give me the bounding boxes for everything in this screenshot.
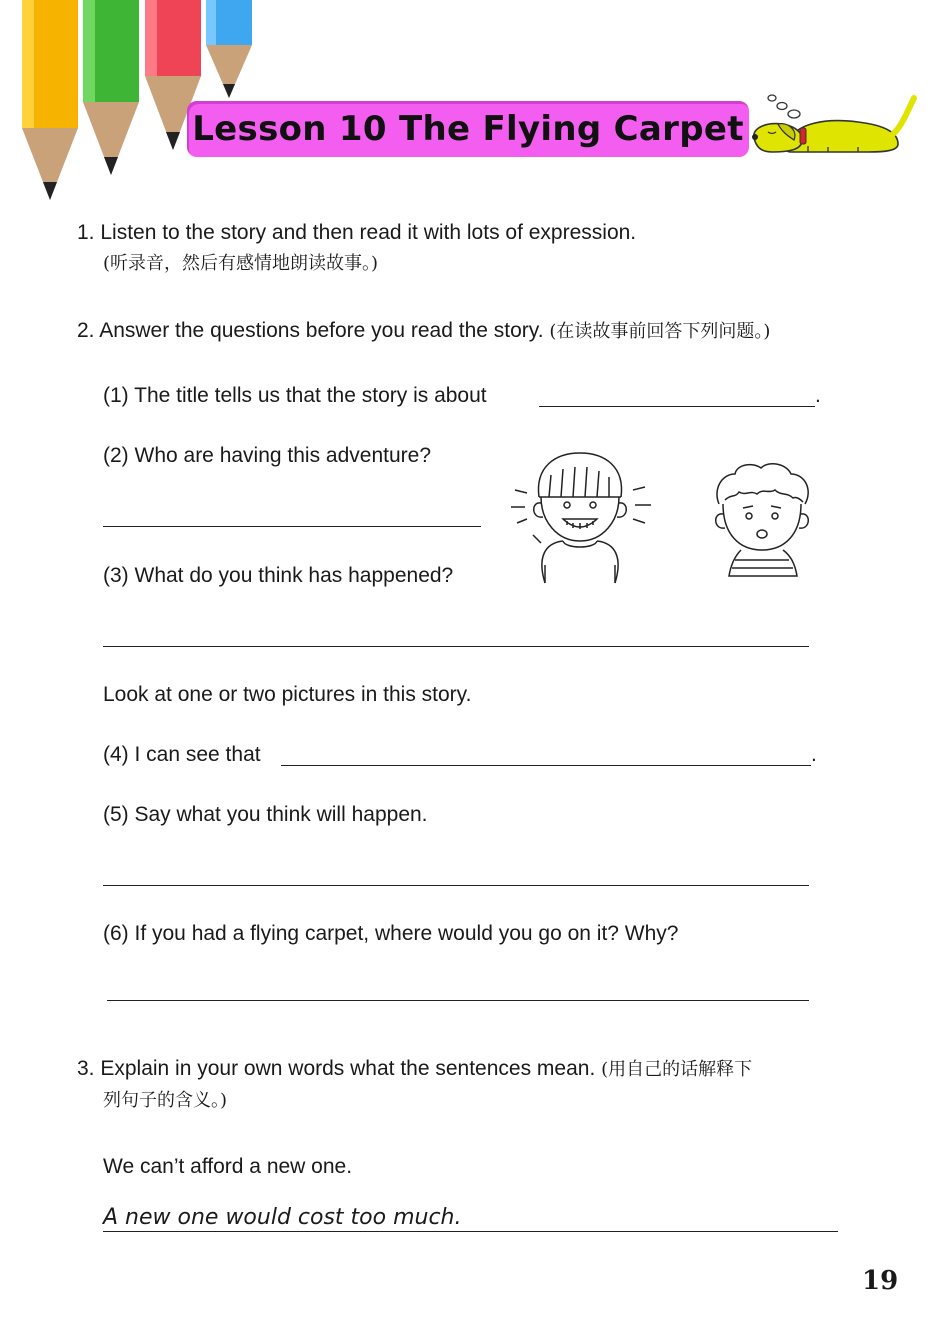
prompt-2: (2) Who are having this adventure?: [103, 444, 432, 467]
green-pencil-icon: [83, 0, 139, 175]
answer-line-4[interactable]: [281, 765, 811, 766]
answer-line-3[interactable]: [103, 646, 809, 647]
girl-illustration: [505, 445, 655, 585]
look-instruction: Look at one or two pictures in this story.: [103, 683, 472, 706]
prompt-1-period: .: [815, 384, 821, 407]
sleeping-dog-icon: [748, 92, 918, 157]
example-sentence: We can’t afford a new one.: [103, 1155, 353, 1178]
question-3-line: [77, 1056, 752, 1083]
title-banner: [187, 101, 749, 157]
prompt-4: (4) I can see that: [103, 743, 261, 766]
prompt-6: (6) If you had a flying carpet, where would you go on it? Why?: [103, 922, 679, 945]
page-number: 19: [862, 1266, 899, 1296]
question-2-line: [77, 318, 770, 345]
blue-pencil-icon: [206, 0, 252, 98]
question-2-chinese: (在读故事前回答下列问题。): [549, 321, 771, 342]
answer-line-7: [103, 1231, 838, 1232]
question-3-text: 3. Explain in your own words what the sentences mean.: [77, 1057, 596, 1080]
answer-line-6[interactable]: [107, 1000, 809, 1001]
prompt-3: (3) What do you think has happened?: [103, 564, 454, 587]
yellow-pencil-icon: [22, 0, 78, 200]
question-2-text: 2. Answer the questions before you read the story.: [77, 319, 544, 342]
question-3-chinese-1: (用自己的话解释下: [601, 1059, 753, 1080]
answer-line-2[interactable]: [103, 526, 481, 527]
question-1-chinese: (听录音，然后有感情地朗读故事。): [103, 253, 379, 274]
prompt-4-period: .: [811, 743, 817, 766]
handwritten-answer[interactable]: A new one would cost too much.: [103, 1205, 462, 1230]
question-3-chinese-2: 列句子的含义。): [103, 1090, 228, 1111]
question-1-text: 1. Listen to the story and then read it with lots of expression.: [77, 221, 637, 244]
answer-line-5[interactable]: [103, 885, 809, 886]
answer-line-1[interactable]: [539, 406, 815, 407]
page-title: Lesson 10 The Flying Carpet: [192, 109, 744, 149]
prompt-1: (1) The title tells us that the story is about: [103, 384, 487, 407]
prompt-5: (5) Say what you think will happen.: [103, 803, 428, 826]
boy-illustration: [705, 460, 820, 580]
